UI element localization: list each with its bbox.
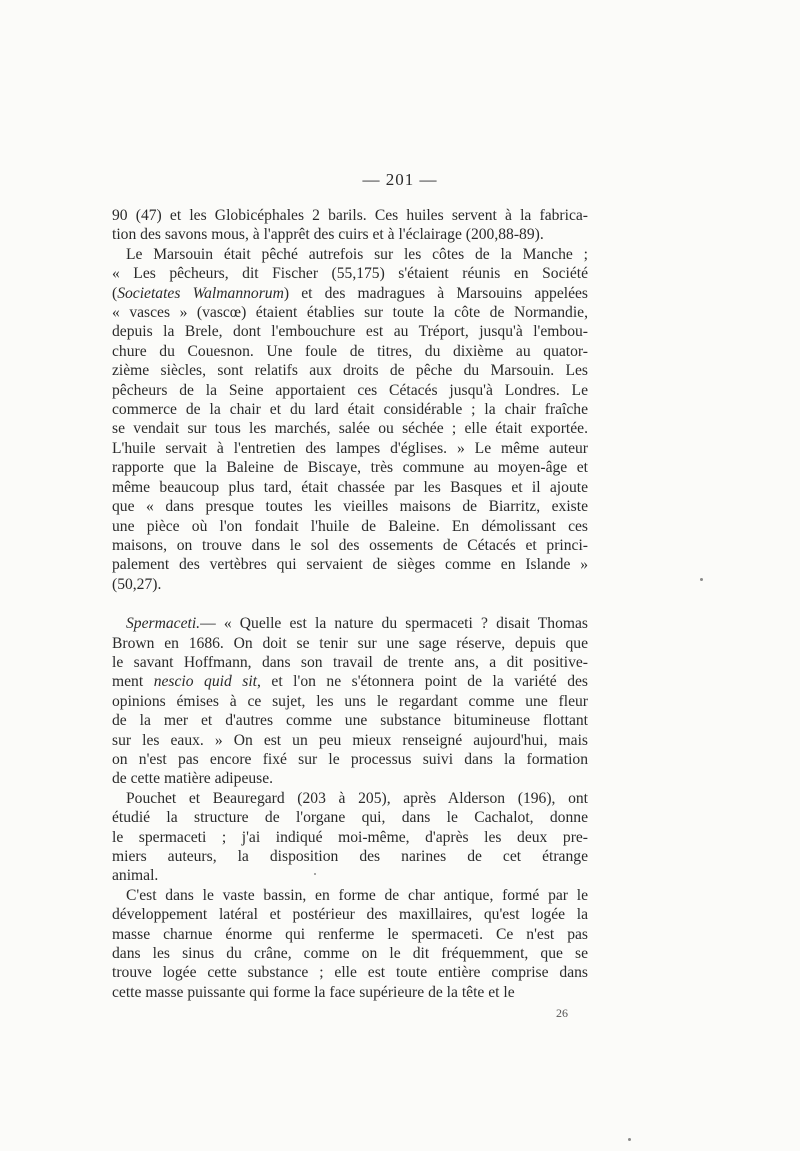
text-line: on n'est pas encore fixé sur le processus suivi dans la formation bbox=[112, 750, 588, 768]
text-line: Pouchet et Beauregard (203 à 205), après Alderson (196), ont bbox=[126, 789, 588, 807]
text-line: « Les pêcheurs, dit Fischer (55,175) s'étaient réunis en Société bbox=[112, 265, 588, 283]
text-line: palement des vertèbres qui servaient de sièges comme en Islande » bbox=[112, 556, 588, 574]
page-number: — 201 — bbox=[362, 170, 438, 189]
text-line: Brown en 1686. On doit se tenir sur une sage réserve, depuis que bbox=[112, 634, 588, 652]
text-line: dans les sinus du crâne, comme on le dit fréquemment, que se bbox=[112, 945, 588, 963]
text-line: Spermaceti.— « Quelle est la nature du spermaceti ? disait Thomas bbox=[126, 615, 588, 633]
paper-speck bbox=[700, 578, 703, 581]
body-text bbox=[112, 206, 588, 1002]
text-line: maisons, on trouve dans le sol des ossements de Cétacés et princi- bbox=[112, 536, 588, 554]
text-line: « vasces » (vascœ) étaient établies sur toute la côte de Normandie, bbox=[112, 304, 588, 322]
text-line: miers auteurs, la disposition des narines de cet étrange bbox=[112, 848, 588, 865]
text-line: une pièce où l'on fondait l'huile de Baleine. En démolissant ces bbox=[112, 517, 588, 535]
text-line: ment nescio quid sit, et l'on ne s'étonnera point de la variété des bbox=[112, 673, 588, 691]
paper-speck bbox=[314, 873, 316, 875]
text-line: sur les eaux. » On est un peu mieux renseigné aujourd'hui, mais bbox=[112, 731, 588, 749]
text-line: le savant Hoffmann, dans son travail de trente ans, a dit positive- bbox=[112, 653, 588, 671]
text-line: pêcheurs de la Seine apportaient ces Cétacés jusqu'à Londres. Le bbox=[112, 381, 588, 399]
text-line: (50,27). bbox=[112, 575, 162, 593]
text-line: que « dans presque toutes les vieilles maisons de Biarritz, existe bbox=[112, 498, 588, 516]
text-line: cette masse puissante qui forme la face supérieure de la tête et le bbox=[112, 983, 515, 1001]
text-line: de cette matière adipeuse. bbox=[112, 770, 274, 788]
text-line: trouve logée cette substance ; elle est toute entière comprise dans bbox=[112, 964, 588, 982]
text-line: commerce de la chair et du lard était considérable ; la chair fraîche bbox=[112, 401, 588, 419]
text-line: chure du Couesnon. Une foule de titres, du dixième au quator- bbox=[112, 342, 588, 360]
signature-mark: 26 bbox=[556, 1006, 568, 1020]
text-line: rapporte que la Baleine de Biscaye, très commune au moyen-âge et bbox=[112, 459, 588, 477]
text-line: masse charnue énorme qui renferme le spermaceti. Ce n'est pas bbox=[112, 925, 588, 943]
text-line: C'est dans le vaste bassin, en forme de char antique, formé par le bbox=[126, 886, 588, 904]
text-line: étudié la structure de l'organe qui, dans le Cachalot, donne bbox=[112, 809, 588, 827]
text-line: zième siècles, sont relatifs aux droits de pêche du Marsouin. Les bbox=[112, 362, 588, 380]
text-line: même beaucoup plus tard, était chassée par les Basques et il ajoute bbox=[112, 478, 588, 496]
text-line: de la mer et d'autres comme une substance bitumineuse flottant bbox=[112, 712, 588, 730]
text-line: 90 (47) et les Globicéphales 2 barils. Ces huiles servent à la fabrica- bbox=[112, 207, 588, 224]
text-line: L'huile servait à l'entretien des lampes d'églises. » Le même auteur bbox=[112, 439, 588, 457]
text-line: depuis la Brele, dont l'embouchure est au Tréport, jusqu'à l'embou- bbox=[112, 323, 588, 341]
text-line: le spermaceti ; j'ai indiqué moi-même, d'après les deux pre- bbox=[112, 828, 588, 846]
text-line: (Societates Walmannorum) et des madragues à Marsouins appelées bbox=[112, 284, 588, 302]
text-line: animal. bbox=[112, 867, 159, 885]
text-line: tion des savons mous, à l'apprêt des cuirs et à l'éclairage (200,88-89). bbox=[112, 226, 544, 244]
text-line: opinions émises à ce sujet, les uns le regardant comme une fleur bbox=[112, 692, 588, 710]
text-line: Le Marsouin était pêché autrefois sur les côtes de la Manche ; bbox=[126, 245, 588, 263]
paper-speck bbox=[628, 1138, 631, 1141]
text-line: se vendait sur tous les marchés, salée ou séchée ; elle était exportée. bbox=[112, 420, 588, 438]
paragraph-gap bbox=[112, 594, 588, 614]
text-line: développement latéral et postérieur des maxillaires, qu'est logée la bbox=[112, 906, 588, 924]
